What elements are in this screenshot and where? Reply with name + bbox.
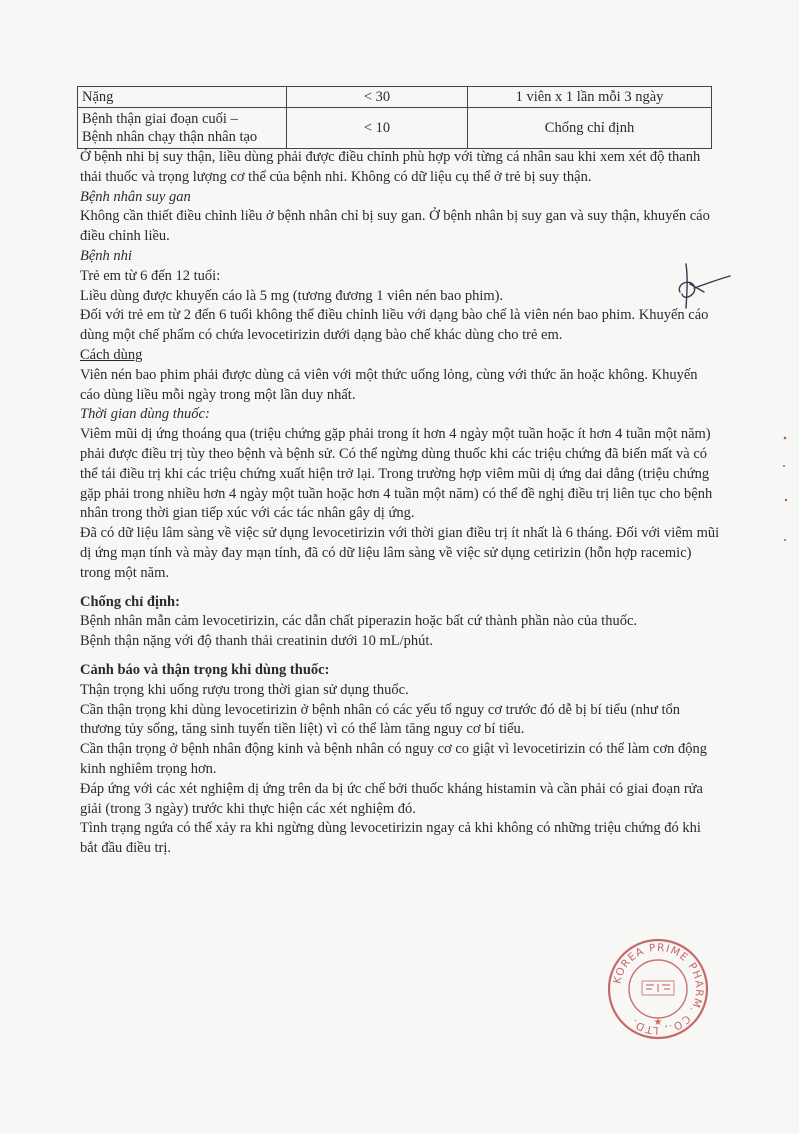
table-cell-group-line: Bệnh thận giai đoạn cuối – [82, 111, 238, 127]
company-seal-icon [606, 937, 710, 1041]
heading-duration: Thời gian dùng thuốc: [80, 406, 210, 423]
margin-marks-icon [780, 430, 790, 580]
paragraph-warning-2: Cần thận trọng khi dùng levocetirizin ở bệnh nhân có các yếu tố nguy cơ trước đó dễ bị bí tiểu (như tổn thương tủy sống, tăng sinh tuyến tiền liệt) vì có thể làm tăng nguy cơ bí tiểu. [80, 701, 681, 738]
paragraph-usage: Viên nén bao phim phải được dùng cả viên với một thức uống lỏng, cùng với thức ăn hoặc không. Khuyến cáo dùng liều mỗi ngày trong một lần duy nhất. [80, 366, 698, 403]
paragraph-pediatric-age: Trẻ em từ 6 đến 12 tuổi: [80, 267, 221, 284]
paragraph-warning-1: Thận trọng khi uống rượu trong thời gian sử dụng thuốc. [80, 681, 409, 698]
heading-hepatic: Bệnh nhân suy gan [80, 188, 191, 205]
renal-dosage-table [77, 86, 712, 149]
heading-usage: Cách dùng [80, 346, 143, 363]
table-cell-group-line: Bệnh nhân chạy thận nhân tạo [82, 129, 258, 145]
table-cell-clearance: < 30 [287, 87, 468, 108]
paragraph-warning-4: Đáp ứng với các xét nghiệm dị ứng trên da bị ức chế bởi thuốc kháng histamin và cần phải có giai đoạn rửa giải (trong 3 ngày) trước khi thực hiện các xét nghiệm đó. [80, 780, 703, 817]
paragraph-duration-1: Viêm mũi dị ứng thoáng qua (triệu chứng gặp phải trong ít hơn 4 ngày một tuần hoặc ít hơn 4 tuần một năm) phải được điều trị tùy theo bệnh và bệnh sử. Có thể ngừng dùng thuốc khi các triệu chứng đã biến mất và có thể tái điều trị khi các triệu chứng xuất hiện trở lại. Trong trường hợp viêm mũi dị ứng dai dẳng (triệu chứng gặp phải trong nhiều hơn 4 ngày một tuần hoặc hơn 4 tuần một năm) có thể đề nghị điều trị liên tục cho bệnh nhân trong thời gian tiếp xúc với các tác nhân gây dị ứng. [80, 426, 713, 522]
paragraph-contraindication-1: Bệnh nhân mẫn cảm levocetirizin, các dẫn chất piperazin hoặc bất cứ thành phần nào của thuốc. [80, 613, 638, 630]
table-row [78, 87, 712, 108]
heading-contraindications: Chống chỉ định: [80, 593, 180, 610]
document-body [80, 148, 720, 859]
svg-text:KOREA PRIME PHARM. CO., LTD.: KOREA PRIME PHARM. CO., LTD. [611, 941, 706, 1037]
table-cell-dose: Chống chỉ định [468, 108, 712, 149]
table-cell-dose: 1 viên x 1 lần mỗi 3 ngày [468, 87, 712, 108]
svg-text:★: ★ [653, 1017, 663, 1028]
table-cell-clearance: < 10 [287, 108, 468, 149]
heading-warnings: Cảnh báo và thận trọng khi dùng thuốc: [80, 661, 330, 678]
table-cell-group [78, 108, 287, 149]
handwritten-signature-icon [664, 262, 734, 312]
table-row [78, 108, 712, 149]
heading-pediatric: Bệnh nhi [80, 247, 132, 264]
paragraph-contraindication-2: Bệnh thận nặng với độ thanh thải creatinin dưới 10 mL/phút. [80, 633, 434, 650]
paragraph-pediatric-dose: Liều dùng được khuyến cáo là 5 mg (tương đương 1 viên nén bao phim). [80, 287, 504, 304]
paragraph-warning-5: Tình trạng ngứa có thể xảy ra khi ngừng dùng levocetirizin ngay cả khi không có những triệu chứng đó khi bắt đầu điều trị. [80, 820, 701, 857]
paragraph-warning-3: Cần thận trọng ở bệnh nhân động kinh và bệnh nhân có nguy cơ co giật vì levocetirizin có thể làm cơn động kinh nghiêm trọng hơn. [80, 741, 708, 777]
paragraph-hepatic: Không cần thiết điều chỉnh liều ở bệnh nhân chỉ bị suy gan. Ở bệnh nhân bị suy gan và suy thận, khuyến cáo điều chỉnh liều. [80, 208, 710, 245]
table-cell-group: Nặng [78, 87, 287, 108]
paragraph-duration-2: Đã có dữ liệu lâm sàng về việc sử dụng levocetirizin với thời gian điều trị ít nhất là 6 tháng. Đối với viêm mũi dị ứng mạn tính và mày đay mạn tính, đã có dữ liệu lâm sàng về việc sử dụng cetirizin (hỗn hợp racemic) trong một năm. [80, 525, 720, 581]
paragraph-pediatric-under6: Đối với trẻ em từ 2 đến 6 tuổi không thể điều chỉnh liều với dạng bào chế là viên nén bao phim. Khuyến cáo dùng một chế phẩm có chứa levocetirizin dưới dạng bào chế khác dùng cho trẻ em. [80, 307, 709, 344]
paragraph-renal-children: Ở bệnh nhi bị suy thận, liều dùng phải được điều chỉnh phù hợp với từng cá nhân sau khi xem xét độ thanh thải thuốc và trọng lượng cơ thể của bệnh nhi. Không có dữ liệu cụ thể ở trẻ bị suy thận. [80, 149, 701, 185]
